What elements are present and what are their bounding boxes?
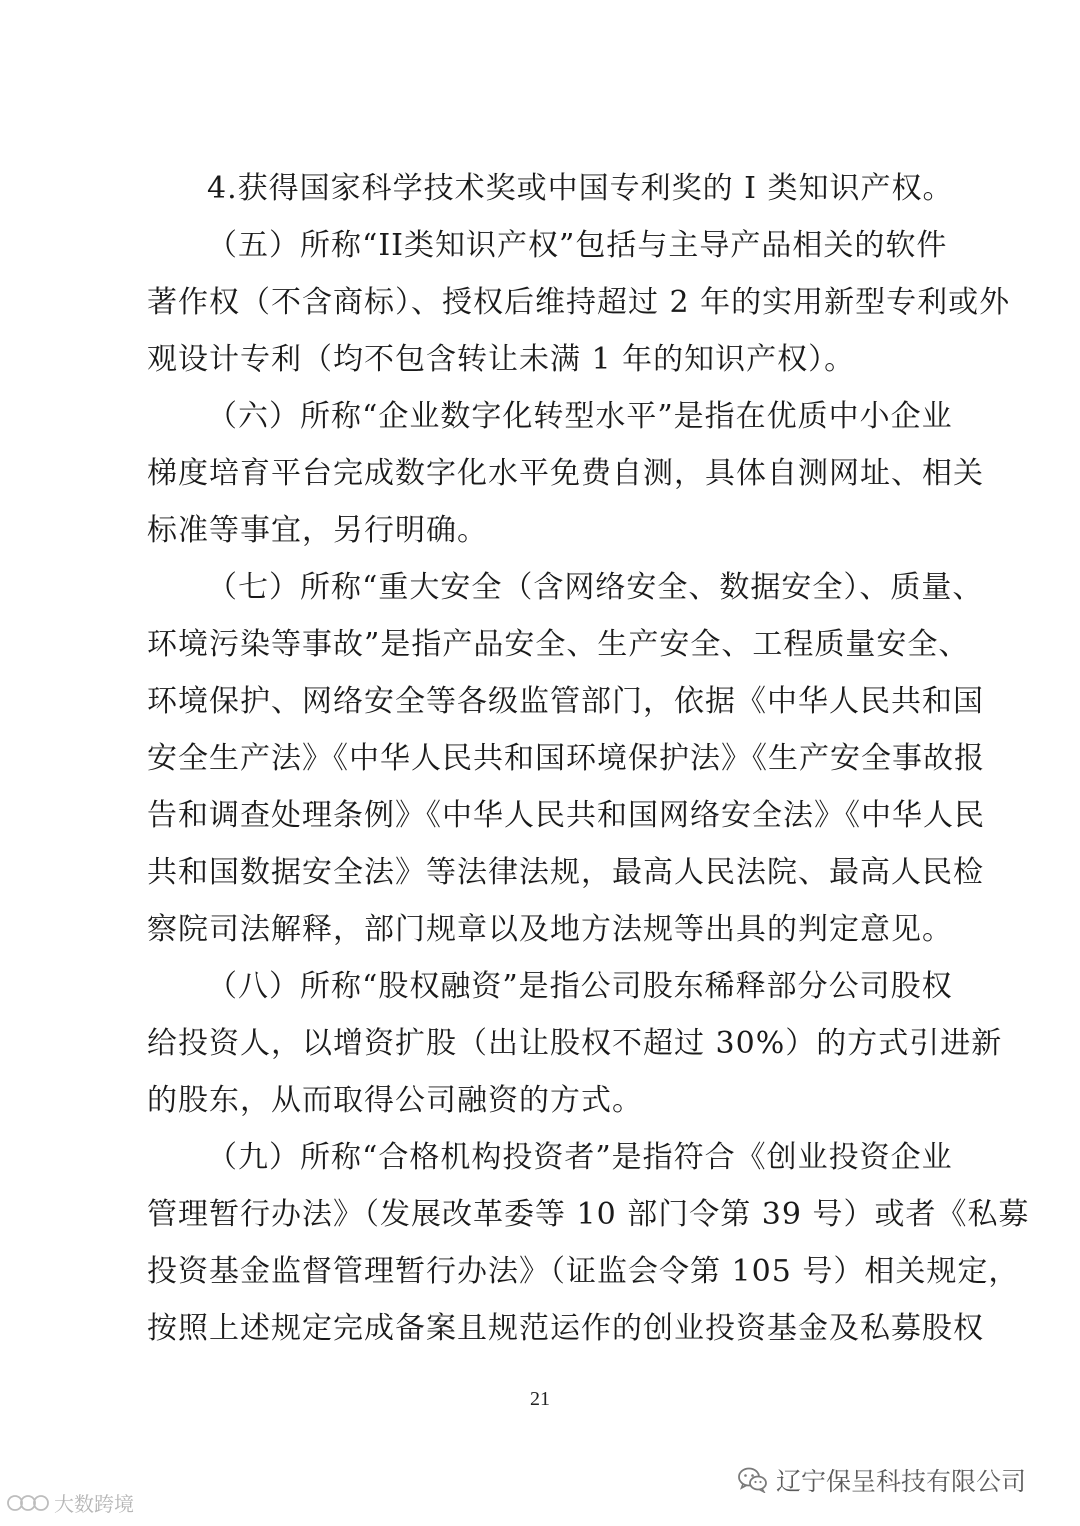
paragraph [147, 958, 1003, 1129]
paragraph [147, 1129, 1030, 1357]
text-line: 按照上述规定完成备案且规范运作的创业投资基金及私募股权 [147, 1311, 984, 1346]
text-line: 环境污染等事故”是指产品安全、生产安全、工程质量安全、 [147, 627, 970, 662]
text-line: 标准等事宜，另行明确。 [147, 513, 488, 548]
text-line: （七）所称“重大安全（含网络安全、数据安全）、质量、 [207, 570, 984, 605]
paragraph [147, 559, 985, 958]
footer-watermark-text: 辽宁保呈科技有限公司 [776, 1467, 1027, 1496]
text-line: 给投资人，以增资扩股（出让股权不超过 30%）的方式引进新 [147, 1026, 1003, 1061]
paragraph [147, 388, 984, 559]
text-line: 著作权（不含商标）、授权后维持超过 2 年的实用新型专利或外 [147, 285, 1011, 320]
wechat-icon [738, 1467, 768, 1493]
text-line: 4.获得国家科学技术奖或中国专利奖的 I 类知识产权。 [207, 171, 954, 206]
text-line: 管理暂行办法》（发展改革委等 10 部门令第 39 号）或者《私募 [147, 1197, 1030, 1232]
paragraph [147, 217, 1011, 388]
text-line: （五）所称“II类知识产权”包括与主导产品相关的软件 [207, 228, 948, 263]
text-line: 共和国数据安全法》等法律法规，最高人民法院、最高人民检 [147, 855, 984, 890]
text-line: 观设计专利（均不包含转让未满 1 年的知识产权）。 [147, 342, 856, 377]
text-line: 的股东，从而取得公司融资的方式。 [147, 1083, 643, 1118]
paragraph [147, 160, 954, 217]
text-line: （六）所称“企业数字化转型水平”是指在优质中小企业 [207, 399, 953, 434]
text-line: （九）所称“合格机构投资者”是指符合《创业投资企业 [207, 1140, 953, 1175]
text-line: 察院司法解释，部门规章以及地方法规等出具的判定意见。 [147, 912, 953, 947]
body-text [147, 160, 1030, 1357]
footer-watermark [738, 1462, 1026, 1498]
text-line: 投资基金监督管理暂行办法》（证监会令第 105 号）相关规定， [147, 1254, 1020, 1289]
text-line: 环境保护、网络安全等各级监管部门，依据《中华人民共和国 [147, 684, 984, 719]
weibo-like-logo-icon [6, 1492, 50, 1514]
text-line: 告和调查处理条例》《中华人民共和国网络安全法》《中华人民 [147, 798, 985, 833]
text-line: 梯度培育平台完成数字化水平免费自测，具体自测网址、相关 [147, 456, 984, 491]
corner-watermark [6, 1488, 134, 1517]
text-line: 安全生产法》《中华人民共和国环境保护法》《生产安全事故报 [147, 741, 985, 776]
page-number: 21 [530, 1388, 550, 1410]
text-line: （八）所称“股权融资”是指公司股东稀释部分公司股权 [207, 969, 953, 1004]
corner-watermark-text: 大数跨境 [54, 1492, 134, 1516]
